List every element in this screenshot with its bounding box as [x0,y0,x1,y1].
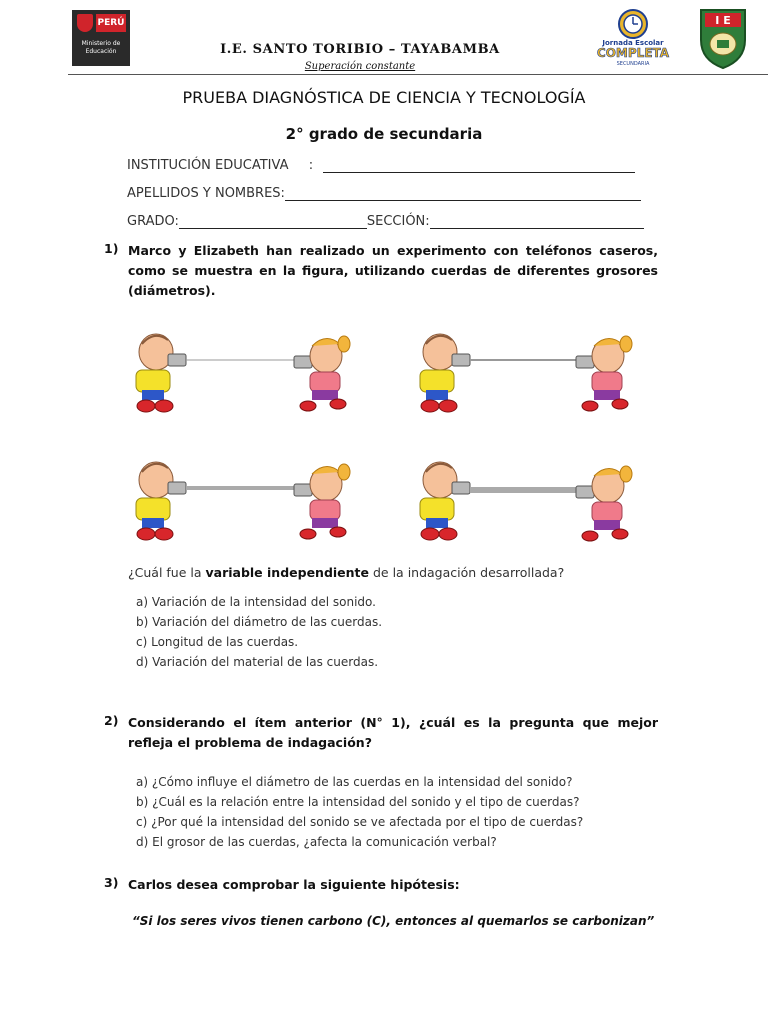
section-input-line[interactable] [430,214,644,229]
q2-text: Considerando el ítem anterior (N° 1), ¿cuál es la pregunta que mejor refleja el problema de indagación? [128,715,658,750]
institution-colon: : [308,158,314,173]
q1-prompt-pre: ¿Cuál fue la [128,565,206,580]
q1-options [136,592,382,672]
q1-number: 1) [104,241,119,256]
q1-text: Marco y Elizabeth han realizado un experimento con teléfonos caseros, como se muestra en la figura, utilizando cuerdas de diferentes grosores (diámetros). [128,243,658,298]
names-label: APELLIDOS Y NOMBRES: [127,186,285,201]
peru-flag-label: PERÚ [96,14,126,32]
q1-option-c[interactable]: c) Longitud de las cuerdas. [136,635,299,649]
peru-ministry-logo [72,10,130,66]
tin-can-phone-figure [128,322,648,544]
institution-row [127,158,635,173]
grade-section-row [127,214,644,229]
institution-label: INSTITUCIÓN EDUCATIVA [127,158,289,173]
exam-title: PRUEBA DIAGNÓSTICA DE CIENCIA Y TECNOLOGÍA [182,88,586,107]
ie-letters: I E [715,14,731,27]
ie-shield-logo [697,6,749,70]
q1-prompt [128,565,564,580]
badge-line1: Jornada Escolar [602,39,664,47]
badge-line3: SECUNDARIA [616,61,650,67]
ministry-label: Ministerio de Educación [81,40,121,55]
q1-prompt-post: de la indagación desarrollada? [369,565,565,580]
q1-option-b[interactable]: b) Variación del diámetro de las cuerdas. [136,615,383,629]
q1-option-a[interactable]: a) Variación de la intensidad del sonido. [136,595,376,609]
panel-thick-string [136,462,350,540]
q1-prompt-bold: variable independiente [205,565,370,580]
grade-label: GRADO: [127,214,179,229]
grade-input-line[interactable] [179,214,367,229]
q2-option-b[interactable]: b) ¿Cuál es la relación entre la intensidad del sonido y el tipo de cuerdas? [136,795,580,809]
header-divider [68,74,768,75]
exam-subtitle: 2° grado de secundaria [285,125,483,143]
badge-line2: COMPLETA [596,46,670,60]
school-name: I.E. SANTO TORIBIO – TAYABAMBA [220,42,500,57]
q2-option-c[interactable]: c) ¿Por qué la intensidad del sonido se ve afectada por el tipo de cuerdas? [136,815,584,829]
school-motto: Superación constante [304,61,416,72]
peru-shield-icon [77,14,93,32]
institution-input-line[interactable] [323,158,635,173]
panel-thin-string [136,334,350,412]
names-input-line[interactable] [285,186,641,201]
jornada-completa-logo [592,6,674,68]
q3-number: 3) [104,875,119,890]
q3-text: Carlos desea comprobar la siguiente hipótesis: [128,877,460,892]
names-row [127,186,641,201]
panel-thickest-string [420,462,632,541]
section-label: SECCIÓN: [366,214,430,229]
q2-options [136,772,583,852]
q2-option-d[interactable]: d) El grosor de las cuerdas, ¿afecta la comunicación verbal? [136,835,497,849]
q2-number: 2) [104,713,119,728]
q2-option-a[interactable]: a) ¿Cómo influye el diámetro de las cuerdas en la intensidad del sonido? [136,775,573,789]
q3-hypothesis: “Si los seres vivos tienen carbono (C), entonces al quemarlos se carbonizan” [132,914,655,928]
panel-medium-string [420,334,632,412]
q1-option-d[interactable]: d) Variación del material de las cuerdas. [136,655,379,669]
